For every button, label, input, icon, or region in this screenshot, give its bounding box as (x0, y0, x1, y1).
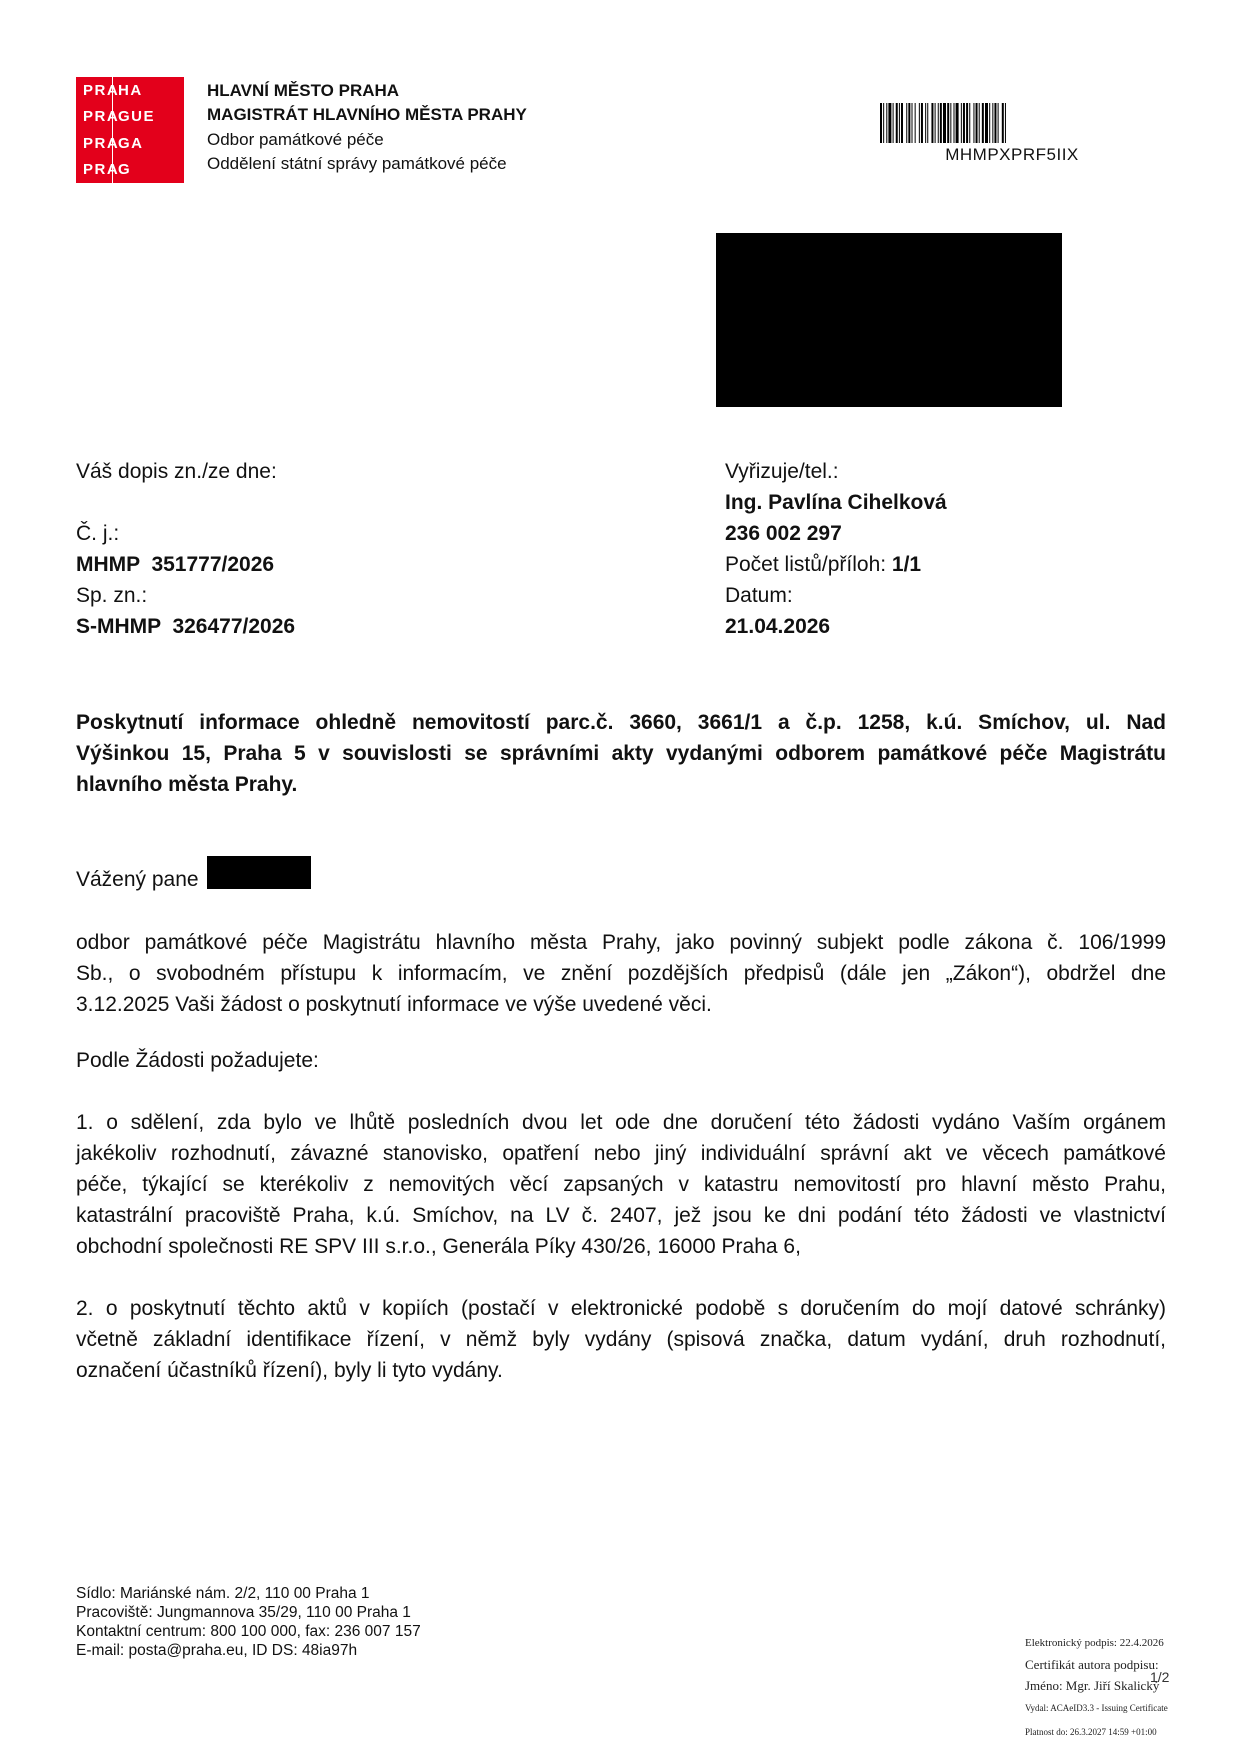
barcode-bar (921, 103, 923, 143)
paragraph-line: 3.12.2025 Vaši žádost o poskytnutí informace ve výše uvedené věci. (76, 993, 712, 1016)
barcode-bar (938, 103, 939, 143)
barcode-bar (982, 103, 984, 143)
signature-name: Jméno: Mgr. Jiří Skalický (1025, 1678, 1160, 1693)
barcode-bar (886, 103, 887, 143)
barcode-bar (888, 103, 891, 143)
handler-name: Ing. Pavlína Cihelková (725, 491, 947, 514)
paragraph-line: jakékoliv rozhodnutí, závazné stanovisko, opatření nebo jiný individuální správní akt ve věcech památkové (76, 1142, 1166, 1165)
barcode-bar (992, 103, 993, 143)
paragraph-intro (76, 927, 1166, 1020)
barcode-bar (883, 103, 884, 143)
paragraph-line: obchodní společnosti RE SPV III s.r.o., Generála Píky 430/26, 16000 Praha 6, (76, 1235, 801, 1258)
logo-cell: HA (112, 77, 184, 104)
signature-cert: Certifikát autora podpisu: (1025, 1657, 1159, 1672)
logo-cell: PRA (83, 134, 120, 152)
date-label: Datum: (725, 584, 793, 607)
header-magistrate: MAGISTRÁT HLAVNÍHO MĚSTA PRAHY (207, 105, 527, 124)
barcode-bar (927, 103, 928, 143)
handler-phone: 236 002 297 (725, 522, 842, 545)
logo-cell: GA (112, 130, 184, 157)
barcode-bar (919, 103, 920, 143)
subject-line: hlavního města Prahy. (76, 773, 298, 796)
barcode-bar (994, 103, 996, 143)
barcode-bar (998, 103, 999, 143)
footer-workplace: Pracoviště: Jungmannova 35/29, 110 00 Praha 1 (76, 1604, 411, 1621)
signature-date: Elektronický podpis: 22.4.2026 (1025, 1637, 1164, 1649)
barcode-icon (880, 103, 1144, 143)
logo-cell: PRA (83, 161, 120, 179)
barcode-bar (973, 103, 974, 143)
meta-right (725, 456, 947, 642)
meta-left (76, 456, 295, 642)
logo-cell: G (112, 157, 184, 184)
barcode-bar (963, 103, 965, 143)
barcode-bar (979, 103, 980, 143)
barcode-bar (985, 103, 988, 143)
handler-label: Vyřizuje/tel.: (725, 460, 839, 483)
paragraph-request-1 (76, 1107, 1166, 1262)
pages-label: Počet listů/příloh: (725, 553, 892, 576)
pages-row (725, 549, 947, 580)
paragraph-line: označení účastníků řízení), byly li tyto vydány. (76, 1359, 503, 1382)
paragraph-line: včetně základní identifikace řízení, v němž byly vydány (spisová značka, datum vydání, druh rozhodnutí, (76, 1328, 1166, 1351)
logo-cell: GUE (112, 104, 184, 131)
barcode-bar (947, 103, 949, 143)
cj-label: Č. j.: (76, 522, 120, 545)
paragraph-line: 1. o sdělení, zda bylo ve lhůtě posledních dvou let ode dne doručení této žádosti vydáno Vaším orgánem (76, 1111, 1166, 1134)
barcode-bar (935, 103, 936, 143)
barcode-bar (901, 103, 903, 143)
signature-validity: Platnost do: 26.3.2027 14:59 +01:00 (1025, 1727, 1157, 1737)
logo-cell: PRA (83, 108, 120, 126)
barcode-bar (925, 103, 926, 143)
subject-line: Výšinkou 15, Praha 5 v souvislosti se správními akty vydanými odborem památkové péče Magistrátu (76, 742, 1166, 765)
paragraph-line: odbor památkové péče Magistrátu hlavního města Prahy, jako povinný subjekt podle zákona č. 106/1999 (76, 931, 1166, 954)
barcode-bar (915, 103, 916, 143)
cj-value: MHMP 351777/2026 (76, 553, 275, 576)
page-number: 1/2 (1150, 1669, 1170, 1685)
paragraph-line: Sb., o svobodném přístupu k informacím, ve znění pozdějších předpisů (dále jen „Zákon“), obdržel dne (76, 962, 1166, 985)
paragraph-line: 2. o poskytnutí těchto aktů v kopiích (postačí v elektronické podobě s doručením do mojí datové schránky) (76, 1297, 1166, 1320)
paragraph-line: katastrální pracoviště Praha, k.ú. Smíchov, na LV č. 2407, jež jsou ke dni podání této žádosti ve vlastnictví (76, 1204, 1166, 1227)
redacted-address (716, 233, 1062, 407)
header-city: HLAVNÍ MĚSTO PRAHA (207, 81, 400, 100)
barcode-bar (931, 103, 933, 143)
spzn-value: S-MHMP 326477/2026 (76, 615, 296, 638)
barcode-bar (893, 103, 894, 143)
signature-issuer: Vydal: ACAeID3.3 - Issuing Certificate (1025, 1703, 1168, 1713)
header-division: Oddělení státní správy památkové péče (207, 154, 507, 173)
praha-logo (76, 77, 184, 183)
header-department: Odbor památkové péče (207, 130, 384, 149)
subject-line: Poskytnutí informace ohledně nemovitostí parc.č. 3660, 3661/1 a č.p. 1258, k.ú. Smíchov, ul. Nad (76, 711, 1166, 734)
footer-contact: Kontaktní centrum: 800 100 000, fax: 236 007 157 (76, 1623, 421, 1640)
barcode-bar (1005, 103, 1006, 143)
barcode-bar (896, 103, 898, 143)
letter-ref-label: Váš dopis zn./ze dne: (76, 460, 277, 483)
barcode-bar (961, 103, 962, 143)
paragraph-line: péče, týkající se kterékoliv z nemovitých věcí zapsaných v katastru nemovitostí pro hlavní město Prahu, (76, 1173, 1166, 1196)
barcode-bar (943, 103, 946, 143)
barcode-bar (954, 103, 955, 143)
pages-value: 1/1 (891, 553, 922, 576)
date-value: 21.04.2026 (725, 615, 831, 638)
redacted-name (207, 856, 311, 889)
barcode-bar (912, 103, 913, 143)
barcode-bar (1002, 103, 1004, 143)
barcode-bar (976, 103, 978, 143)
barcode-bar (989, 103, 990, 143)
paragraph-request-intro: Podle Žádosti požadujete: (76, 1049, 319, 1072)
barcode-bar (950, 103, 951, 143)
footer-address (76, 1584, 421, 1660)
paragraph-request-2 (76, 1293, 1166, 1386)
barcode-code: MHMPXPRF5IIX (945, 145, 1079, 164)
barcode-bar (880, 103, 882, 143)
footer-email: E-mail: posta@praha.eu, ID DS: 48ia97h (76, 1642, 358, 1659)
spzn-label: Sp. zn.: (76, 584, 148, 607)
barcode-bar (940, 103, 942, 143)
subject (76, 707, 1166, 800)
barcode-bar (956, 103, 959, 143)
barcode-bar (906, 103, 907, 143)
footer-seat: Sídlo: Mariánské nám. 2/2, 110 00 Praha 1 (76, 1585, 370, 1602)
barcode-bar (908, 103, 910, 143)
barcode-bar (969, 103, 970, 143)
barcode-bar (966, 103, 968, 143)
logo-cell: PRA (83, 81, 120, 99)
salutation: Vážený pane (76, 868, 199, 891)
barcode-bar (899, 103, 900, 143)
